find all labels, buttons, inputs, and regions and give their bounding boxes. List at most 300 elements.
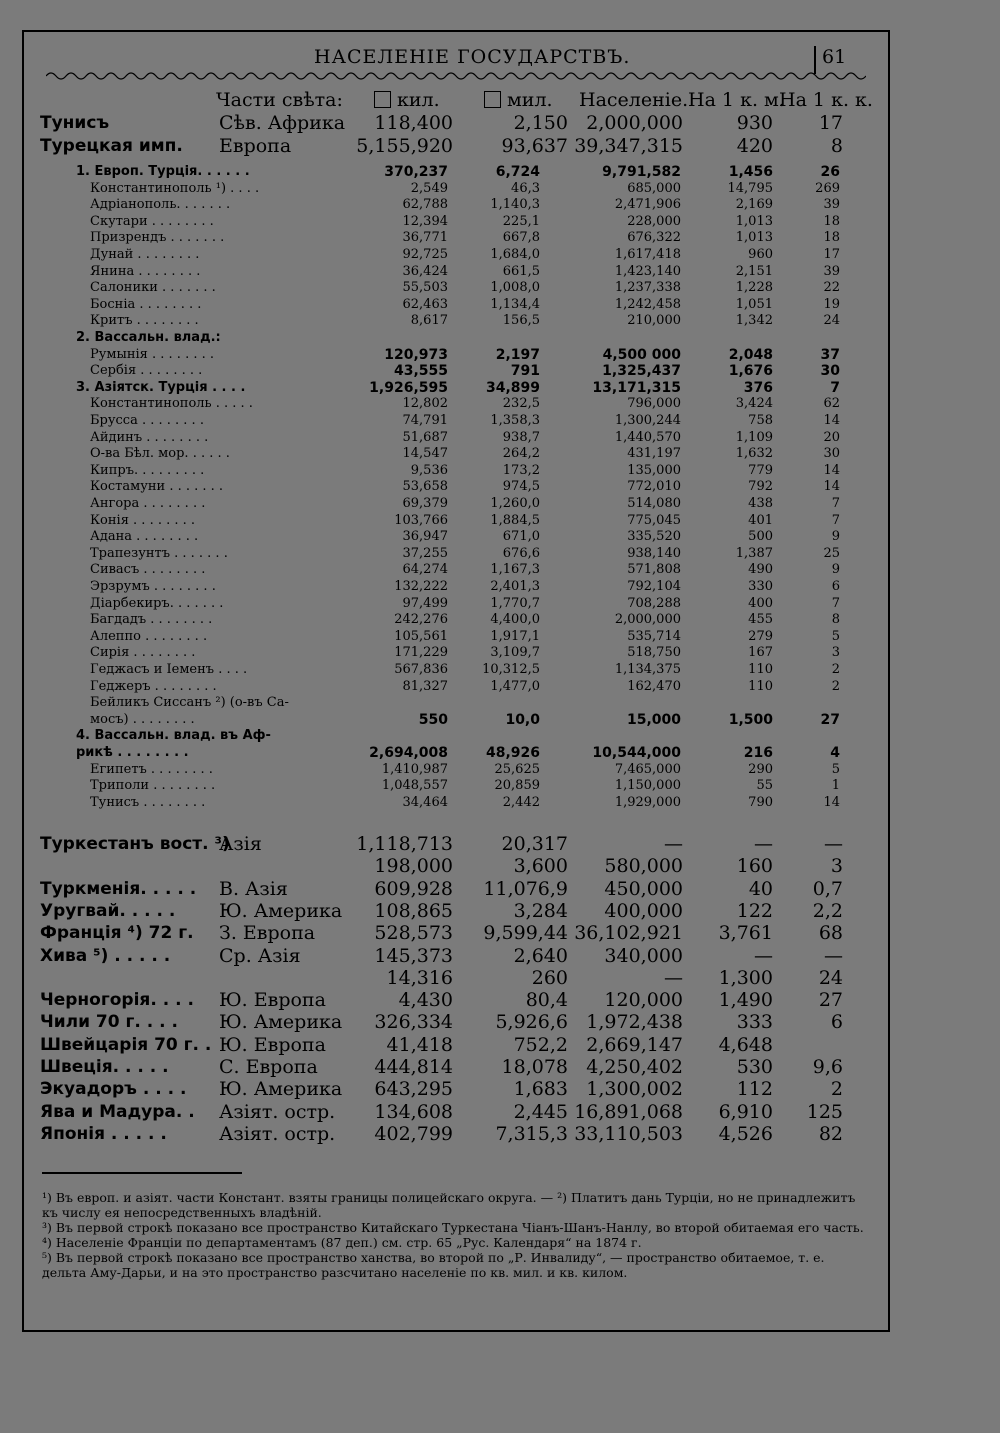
row-name: Ангора . . . . . . . .: [90, 496, 206, 511]
row-per-km: —: [754, 833, 773, 855]
square-icon: [374, 91, 391, 108]
row-per-k: 269: [815, 180, 840, 196]
row-km: 74,791: [402, 413, 448, 428]
row-pop: 210,000: [627, 313, 681, 329]
row-per-k: 3: [831, 645, 840, 661]
row-per-km: 1,228: [735, 280, 773, 296]
row-mil: 1,140,3: [490, 197, 540, 213]
row-pop: 39,347,315: [574, 135, 683, 157]
row-part: Ю. Америка: [219, 1011, 343, 1034]
table-row: [24, 762, 888, 779]
row-km: 103,766: [394, 512, 448, 528]
row-per-k: 14: [823, 479, 840, 495]
row-per-k: 6: [830, 1011, 843, 1034]
row-name: Тунисъ: [40, 113, 110, 133]
row-km: 550: [418, 711, 448, 728]
row-km: 97,499: [402, 595, 448, 611]
row-mil: 34,899: [485, 379, 540, 396]
row-pop: 1,150,000: [614, 778, 681, 794]
row-mil: 1,008,0: [490, 280, 540, 296]
row-per-km: 1,676: [728, 363, 773, 380]
row-km: 9,536: [410, 462, 448, 478]
row-km: 370,237: [384, 164, 448, 180]
row-pop: 2,000,000: [614, 612, 681, 628]
table-row: [24, 330, 888, 347]
row-per-km: 14,795: [727, 180, 773, 196]
row-name: Геджеръ . . . . . . . .: [90, 678, 217, 694]
row-km: 1,410,987: [381, 761, 448, 777]
row-mil: 938,7: [502, 429, 540, 445]
row-km: 12,394: [402, 213, 448, 229]
row-km: 643,295: [374, 1078, 453, 1101]
row-pop: 1,237,338: [614, 280, 681, 296]
row-per-km: 1,051: [735, 296, 773, 312]
row-part: Ср. Азія: [219, 944, 301, 967]
table-row: [24, 297, 888, 314]
row-mil: 232,5: [502, 396, 540, 412]
row-mil: 7,315,3: [495, 1122, 568, 1145]
row-per-km: 3,761: [718, 922, 773, 945]
row-km: 2,549: [410, 180, 448, 196]
row-per-km: 110: [748, 678, 773, 694]
row-pop: 796,000: [627, 396, 681, 412]
row-per-k: 2: [831, 678, 840, 694]
table-row: [24, 546, 888, 563]
row-km: 62,788: [402, 197, 448, 213]
row-name: Кипръ. . . . . . . . .: [90, 462, 205, 478]
row-mil: 2,445: [513, 1100, 568, 1123]
row-pop: 36,102,921: [574, 922, 683, 945]
row-per-k: 3: [830, 855, 843, 878]
footnote: ³) Въ первой строкѣ показано все пространство Китайскаго Туркестана Чіанъ-Шанъ-Нанлу, во второй обитаемая его часть.: [42, 1220, 864, 1235]
row-per-km: 420: [736, 135, 773, 157]
row-km: 12,802: [402, 396, 448, 412]
row-km: 1,118,713: [356, 833, 453, 855]
row-pop: 7,465,000: [614, 761, 681, 777]
row-mil: 1,134,4: [490, 296, 540, 312]
row-mil: 225,1: [502, 213, 540, 229]
row-pop: 1,929,000: [614, 794, 681, 810]
row-km: 36,771: [402, 230, 448, 246]
row-name: Ява и Мадура. .: [40, 1101, 195, 1122]
row-km: 242,276: [394, 612, 448, 628]
table-row: [24, 579, 888, 596]
row-name: О-ва Бѣл. мор. . . . . .: [90, 446, 230, 462]
row-per-k: 30: [820, 363, 840, 380]
row-mil: 20,317: [501, 833, 568, 855]
row-per-k: 9: [831, 562, 840, 578]
row-pop: 571,808: [627, 562, 681, 578]
row-mil: 1,358,3: [490, 413, 540, 428]
row-per-k: 25: [823, 545, 840, 561]
row-pop: 580,000: [604, 855, 683, 878]
row-name: Геджасъ и Іеменъ . . . .: [90, 662, 248, 677]
row-km: 62,463: [402, 296, 448, 312]
row-name: мосъ) . . . . . . . .: [90, 711, 195, 727]
row-per-k: 0,7: [812, 877, 843, 900]
table-row: [24, 878, 888, 900]
row-per-k: 68: [818, 922, 843, 945]
row-per-k: 37: [820, 346, 840, 363]
row-per-km: 1,013: [735, 213, 773, 229]
row-name: Сербія . . . . . . . .: [90, 363, 203, 379]
row-mil: 667,8: [502, 230, 540, 246]
row-name: Швеція. . . . .: [40, 1057, 169, 1077]
table-row: [24, 529, 888, 546]
row-name: Туркменія. . . . .: [40, 878, 197, 899]
row-name: Критъ . . . . . . . .: [90, 313, 199, 329]
table-row: [24, 662, 888, 679]
row-per-k: 6: [831, 579, 840, 594]
row-pop: 15,000: [626, 711, 681, 728]
row-per-km: 2,151: [735, 263, 773, 279]
row-pop: 2,471,906: [614, 197, 681, 213]
row-per-km: 167: [748, 645, 773, 661]
table-row: [24, 1034, 888, 1056]
row-mil: 6,724: [495, 164, 540, 180]
row-km: 36,947: [402, 529, 448, 545]
row-pop: 228,000: [627, 213, 681, 229]
row-per-k: 30: [823, 446, 840, 462]
row-km: 34,464: [402, 794, 448, 810]
table-row: [24, 313, 888, 330]
table-row: [24, 629, 888, 646]
row-pop: 400,000: [604, 899, 683, 922]
row-km: 64,274: [402, 562, 448, 578]
row-per-km: 112: [736, 1078, 773, 1101]
row-mil: 11,076,9: [483, 877, 568, 900]
row-mil: 5,926,6: [495, 1011, 568, 1034]
row-per-k: 7: [831, 595, 840, 611]
row-km: 105,561: [394, 628, 448, 644]
row-per-km: 4,648: [718, 1033, 773, 1056]
table-row: [24, 1056, 888, 1078]
row-per-k: 14: [823, 794, 840, 810]
row-km: 567,836: [394, 662, 448, 677]
row-part: Ю. Америка: [219, 1078, 343, 1101]
row-km: 36,424: [402, 263, 448, 279]
row-per-k: 9: [831, 529, 840, 545]
table-row: [24, 347, 888, 364]
col-per-km-header: На 1 к. м.: [688, 89, 785, 111]
row-per-k: 39: [823, 197, 840, 213]
col-mil-header: мил.: [484, 89, 553, 111]
row-part: З. Европа: [219, 922, 316, 945]
row-km: 92,725: [402, 247, 448, 262]
table-row: [24, 900, 888, 922]
row-km: 55,503: [402, 280, 448, 296]
row-per-km: 1,300: [718, 966, 773, 989]
row-km: 145,373: [374, 944, 453, 967]
row-per-k: 7: [830, 379, 840, 396]
row-km: 43,555: [393, 363, 448, 380]
row-per-km: 500: [748, 529, 773, 545]
row-per-k: 18: [823, 213, 840, 229]
row-pop: 1,300,244: [614, 413, 681, 428]
row-per-km: 122: [736, 899, 773, 922]
table-row: [24, 430, 888, 447]
table-row: [24, 247, 888, 264]
row-km: 1,926,595: [369, 379, 448, 396]
row-km: 14,316: [386, 966, 453, 989]
row-per-k: 7: [831, 512, 840, 528]
row-mil: 25,625: [494, 761, 540, 777]
row-km: 51,687: [402, 429, 448, 445]
row-pop: 518,750: [627, 645, 681, 661]
row-name: Босніа . . . . . . . .: [90, 296, 202, 312]
row-mil: 9,599,44: [483, 922, 568, 945]
row-mil: 2,640: [513, 944, 568, 967]
row-pop: 13,171,315: [592, 379, 681, 396]
table-row: [24, 164, 888, 181]
row-pop: 514,080: [627, 496, 681, 511]
row-mil: 2,442: [502, 794, 540, 810]
row-mil: 661,5: [502, 263, 540, 279]
row-pop: —: [664, 966, 683, 989]
row-mil: 1,260,0: [490, 496, 540, 511]
row-mil: 46,3: [511, 180, 540, 196]
row-name: Хива ⁵) . . . . .: [40, 945, 171, 966]
row-km: 326,334: [374, 1011, 453, 1034]
table-row: [24, 855, 888, 877]
row-name: Эрзрумъ . . . . . . . .: [90, 579, 216, 594]
row-per-km: 55: [756, 778, 773, 794]
wavy-rule: [46, 70, 866, 82]
row-per-km: 1,387: [735, 545, 773, 561]
row-mil: 2,401,3: [490, 579, 540, 594]
row-pop: 9,791,582: [602, 164, 681, 180]
table-row: [24, 380, 888, 397]
row-part: В. Азія: [219, 877, 288, 900]
row-mil: 671,0: [502, 529, 540, 545]
square-icon: [484, 91, 501, 108]
row-mil: 1,884,5: [490, 512, 540, 528]
row-mil: 1,167,3: [490, 562, 540, 578]
row-per-km: 490: [748, 562, 773, 578]
table-row: [24, 280, 888, 297]
row-pop: 1,972,438: [586, 1011, 683, 1034]
row-mil: 18,078: [501, 1056, 568, 1078]
row-per-k: 19: [823, 296, 840, 312]
row-per-km: 438: [748, 496, 773, 511]
row-km: 132,222: [394, 579, 448, 594]
row-name: Скутари . . . . . . . .: [90, 213, 214, 229]
row-name: Бейликъ Сиссанъ ²) (о-въ Са-: [90, 695, 289, 711]
row-mil: 1,477,0: [490, 678, 540, 694]
row-name: Призрендъ . . . . . . .: [90, 230, 225, 246]
row-pop: 335,520: [627, 529, 681, 545]
row-name: Константинополь . . . . .: [90, 396, 253, 412]
row-pop: 120,000: [604, 989, 683, 1012]
page-number: 61: [822, 46, 847, 68]
row-mil: 3,600: [513, 855, 568, 878]
table-row: [24, 612, 888, 629]
row-mil: 10,0: [505, 711, 540, 728]
row-pop: 135,000: [627, 462, 681, 478]
row-part: С. Европа: [219, 1056, 318, 1078]
row-per-km: 401: [748, 512, 773, 528]
row-per-k: 17: [818, 112, 843, 134]
row-name: Адріанополь. . . . . . .: [90, 197, 231, 213]
row-per-k: 39: [823, 263, 840, 279]
table-row: [24, 645, 888, 662]
row-km: 402,799: [374, 1122, 453, 1145]
row-km: 5,155,920: [356, 135, 453, 157]
row-mil: 974,5: [502, 479, 540, 495]
row-mil: 3,109,7: [490, 645, 540, 661]
row-km: 8,617: [410, 313, 448, 329]
table-row: [24, 363, 888, 380]
row-pop: 775,045: [627, 512, 681, 528]
row-name: Конія . . . . . . . .: [90, 512, 196, 528]
row-pop: 1,134,375: [614, 662, 681, 677]
row-name: 3. Азіятск. Турція . . . .: [76, 379, 246, 395]
row-per-km: 930: [736, 112, 773, 134]
row-per-k: 62: [823, 396, 840, 412]
row-mil: 1,683: [513, 1078, 568, 1101]
row-pop: 340,000: [604, 944, 683, 967]
row-pop: 16,891,068: [574, 1100, 683, 1123]
row-mil: 260: [531, 966, 568, 989]
row-mil: 3,284: [513, 899, 568, 922]
row-per-km: 330: [748, 579, 773, 594]
row-km: 134,608: [374, 1100, 453, 1123]
row-per-k: 22: [823, 280, 840, 296]
table-row: [24, 463, 888, 480]
row-km: 609,928: [374, 877, 453, 900]
table-row: [24, 264, 888, 281]
row-km: 14,547: [402, 446, 448, 462]
table-row: [24, 596, 888, 613]
table-row: [24, 712, 888, 729]
row-per-k: 2,2: [812, 899, 843, 922]
row-per-k: 2: [831, 662, 840, 677]
row-mil: 791: [510, 363, 540, 380]
row-pop: 1,423,140: [614, 263, 681, 279]
row-per-km: 530: [736, 1056, 773, 1078]
row-mil: 20,859: [494, 778, 540, 794]
row-pop: 450,000: [604, 877, 683, 900]
row-name: Туркестанъ вост. ³): [40, 834, 230, 854]
table-row: [24, 112, 888, 135]
row-mil: 93,637: [501, 135, 568, 157]
table-row: [24, 778, 888, 795]
row-part: Азіят. остр.: [219, 1100, 336, 1123]
row-name: Айдинъ . . . . . . . .: [90, 429, 209, 445]
table-row: [24, 396, 888, 413]
row-pop: 792,104: [627, 579, 681, 594]
table-row: [24, 679, 888, 696]
row-per-k: 17: [823, 247, 840, 262]
row-per-km: 455: [748, 612, 773, 628]
row-per-km: 2,169: [735, 197, 773, 213]
row-pop: 1,325,437: [602, 363, 681, 380]
row-per-km: 4,526: [718, 1122, 773, 1145]
row-per-k: 4: [830, 745, 840, 761]
row-km: 53,658: [402, 479, 448, 495]
table-row: [24, 989, 888, 1011]
row-km: 198,000: [374, 855, 453, 878]
row-per-km: 1,490: [718, 989, 773, 1012]
table-row: [24, 745, 888, 762]
row-per-k: 14: [823, 413, 840, 428]
row-per-k: 9,6: [812, 1056, 843, 1078]
row-name: Адана . . . . . . . .: [90, 529, 199, 545]
table-row: [24, 967, 888, 989]
table-row: [24, 1123, 888, 1145]
row-mil: 156,5: [502, 313, 540, 329]
row-per-km: 2,048: [728, 346, 773, 363]
footnotes: [42, 1190, 872, 1280]
row-part: Ю. Америка: [219, 899, 343, 922]
row-per-k: 8: [831, 612, 840, 628]
row-km: 41,418: [386, 1033, 453, 1056]
row-part: Азіят. остр.: [219, 1122, 336, 1145]
row-per-k: 5: [831, 628, 840, 644]
row-name: Салоники . . . . . . .: [90, 280, 216, 296]
row-pop: 535,714: [627, 628, 681, 644]
row-per-km: 3,424: [735, 396, 773, 412]
row-mil: 752,2: [513, 1033, 568, 1056]
row-per-km: 1,456: [728, 164, 773, 180]
row-name: Сирія . . . . . . . .: [90, 645, 196, 661]
row-per-km: 290: [748, 761, 773, 777]
row-name: Тунисъ . . . . . . . .: [90, 794, 206, 810]
row-pop: 708,288: [627, 595, 681, 611]
row-name: 1. Европ. Турція. . . . . .: [76, 164, 250, 179]
row-per-k: 7: [831, 496, 840, 511]
row-name: Багдадъ . . . . . . . .: [90, 612, 213, 628]
row-km: 1,048,557: [381, 778, 448, 794]
table-row: [24, 1011, 888, 1033]
footnote-rule: [42, 1172, 242, 1174]
row-name: Египетъ . . . . . . . .: [90, 761, 213, 777]
row-km: 2,694,008: [369, 745, 448, 761]
row-pop: 772,010: [627, 479, 681, 495]
row-mil: 2,150: [513, 112, 568, 134]
row-name: Брусса . . . . . . . .: [90, 413, 204, 428]
row-name: Сивасъ . . . . . . . .: [90, 562, 206, 578]
row-km: 4,430: [398, 989, 453, 1012]
row-per-km: 216: [743, 745, 773, 761]
row-name: Янина . . . . . . . .: [90, 263, 201, 279]
col-pop-header: Населеніе.: [579, 89, 689, 111]
row-part: Европа: [219, 135, 292, 157]
table-row: [24, 181, 888, 198]
row-per-k: 14: [823, 462, 840, 478]
row-per-k: 24: [823, 313, 840, 329]
row-per-k: 8: [830, 135, 843, 157]
row-per-k: 82: [818, 1122, 843, 1145]
row-mil: 48,926: [485, 745, 540, 761]
row-name: Константинополь ¹) . . . .: [90, 180, 260, 196]
row-name: Трапезунтъ . . . . . . .: [90, 545, 228, 561]
footnote: ¹) Въ европ. и азіят. части Констант. взяты границы полицейскаго округа. — ²) Платитъ дань Турціи, но не принадлежитъ къ числу ея непосредственныхъ владѣній.: [42, 1190, 856, 1220]
row-name: рикѣ . . . . . . . .: [76, 745, 189, 760]
row-mil: 10,312,5: [482, 662, 540, 677]
row-pop: 938,140: [627, 545, 681, 561]
page-title: НАСЕЛЕНІЕ ГОСУДАРСТВЪ.: [314, 46, 631, 68]
row-per-km: 779: [748, 462, 773, 478]
row-pop: 685,000: [627, 180, 681, 196]
row-per-k: 2: [830, 1078, 843, 1101]
table-row: [24, 795, 888, 812]
row-name: Чили 70 г. . . .: [40, 1012, 178, 1033]
row-km: 528,573: [374, 922, 453, 945]
row-mil: 1,684,0: [490, 247, 540, 262]
row-pop: 1,617,418: [614, 247, 681, 262]
table-row: [24, 945, 888, 967]
